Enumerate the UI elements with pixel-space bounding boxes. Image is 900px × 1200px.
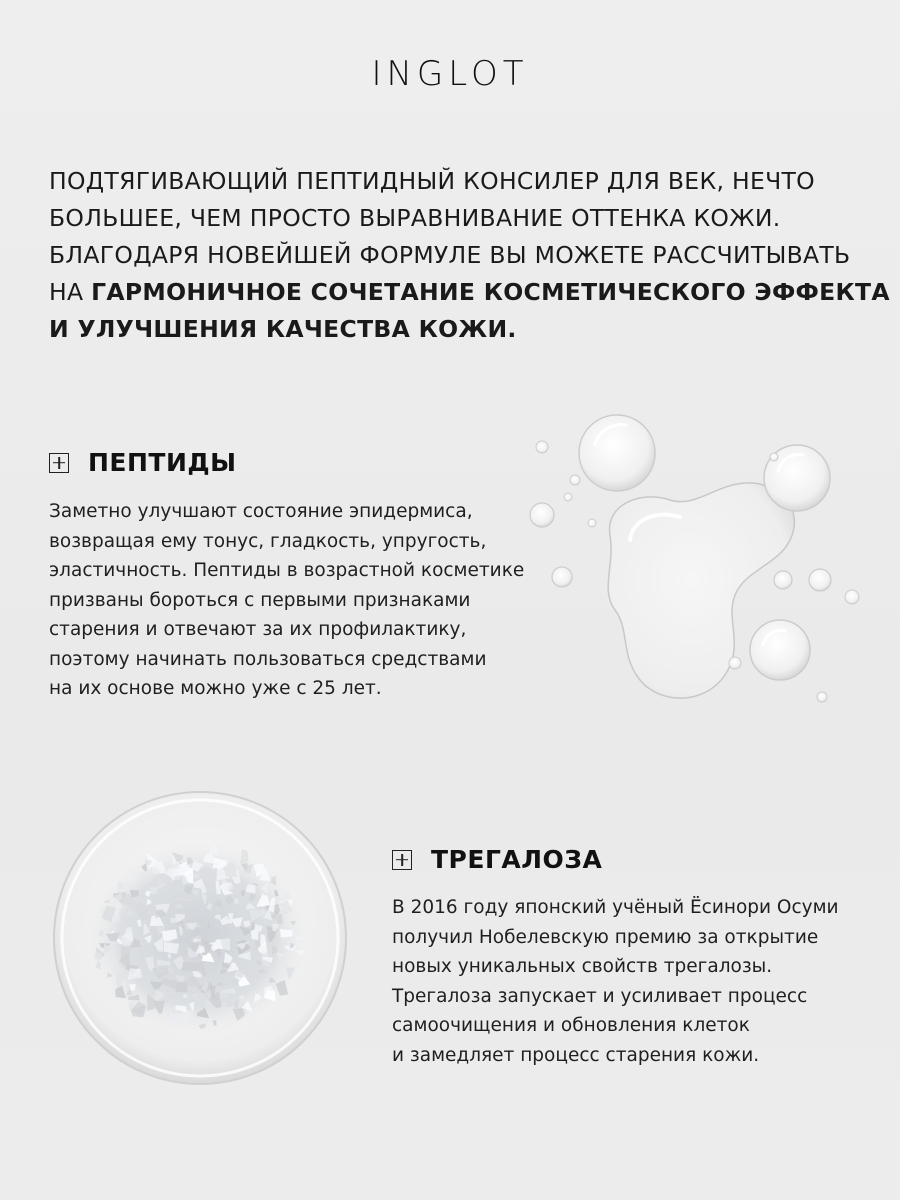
peptides-line: на их основе можно уже с 25 лет.: [49, 678, 382, 699]
trehalose-description: [392, 893, 839, 1070]
crystal-grain: [216, 982, 223, 985]
crystal-grain: [208, 922, 210, 928]
peptides-title: ПЕПТИДЫ: [88, 448, 237, 477]
trehalose-heading[interactable]: [392, 845, 602, 874]
peptides-description: [49, 497, 524, 704]
trehalose-line: новых уникальных свойств трегалозы.: [392, 956, 773, 977]
peptides-heading[interactable]: [49, 448, 237, 477]
peptides-line: поэтому начинать пользоваться средствами: [49, 648, 487, 670]
intro-line: [49, 274, 890, 311]
trehalose-line: Трегалоза запускает и усиливает процесс: [392, 985, 808, 1007]
crystal-grain: [164, 942, 180, 954]
trehalose-crystals-image: [50, 788, 350, 1088]
peptides-line: старения и отвечают за их профилактику,: [49, 619, 467, 640]
brand-logo: INGLOT: [371, 54, 529, 94]
intro-highlight: И УЛУЧШЕНИЯ КАЧЕСТВА КОЖИ.: [49, 315, 517, 343]
intro-prefix: НА: [49, 278, 92, 306]
trehalose-line: В 2016 году японский учёный Ёсинори Осуми: [392, 897, 839, 918]
peptides-line: призваны бороться с первыми признаками: [49, 589, 471, 611]
trehalose-title: ТРЕГАЛОЗА: [431, 845, 603, 874]
intro-line: [49, 311, 869, 348]
peptides-line: эластичность. Пептиды в возрастной косметике: [49, 560, 525, 581]
intro-highlight: ГАРМОНИЧНОЕ СОЧЕТАНИЕ КОСМЕТИЧЕСКОГО ЭФФЕКТА: [91, 278, 890, 306]
trehalose-line: и замедляет процесс старения кожи.: [392, 1044, 760, 1066]
serum-drops-image: [520, 405, 860, 725]
plus-square-icon[interactable]: [392, 850, 412, 870]
intro-text: [49, 163, 890, 348]
peptides-line: Заметно улучшают состояние эпидермиса,: [49, 501, 473, 522]
intro-line: БОЛЬШЕЕ, ЧЕМ ПРОСТО ВЫРАВНИВАНИЕ ОТТЕНКА КОЖИ.: [49, 204, 781, 232]
trehalose-line: получил Нобелевскую премию за открытие: [392, 926, 819, 948]
intro-line: БЛАГОДАРЯ НОВЕЙШЕЙ ФОРМУЛЕ ВЫ МОЖЕТЕ РАССЧИТЫВАТЬ: [49, 241, 851, 269]
trehalose-line: самоочищения и обновления клеток: [392, 1015, 750, 1036]
crystal-grain: [295, 936, 304, 940]
intro-line: ПОДТЯГИВАЮЩИЙ ПЕПТИДНЫЙ КОНСИЛЕР ДЛЯ ВЕК, НЕЧТО: [49, 167, 815, 195]
peptides-line: возвращая ему тонус, гладкость, упругость,: [49, 530, 487, 552]
plus-square-icon[interactable]: [49, 453, 69, 473]
crystal-grain: [277, 914, 283, 925]
